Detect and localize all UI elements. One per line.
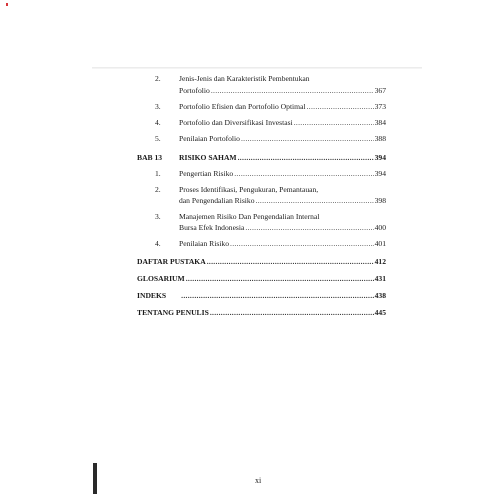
toc-entry-title: Pengertian Risiko — [179, 169, 234, 178]
toc-entry-title: Manajemen Risiko Dan Pengendalian Internal — [179, 212, 320, 221]
toc-entry-number: 4. — [155, 118, 161, 127]
toc-entry-number: 4. — [155, 239, 161, 248]
dot-leader — [245, 223, 373, 233]
section-title: TENTANG PENULIS — [137, 308, 209, 317]
toc-entry[interactable] — [179, 169, 386, 179]
chapter-label: BAB 13 — [137, 153, 163, 162]
dot-leader — [238, 153, 374, 163]
toc-entry-title: Portofolio Efisien dan Portofolio Optimal — [179, 102, 306, 111]
section-title: INDEKS — [137, 291, 167, 300]
toc-entry[interactable] — [179, 223, 386, 233]
toc-entry-title-cont: Bursa Efek Indonesia — [179, 223, 245, 232]
toc-entry-number: 5. — [155, 134, 161, 143]
dot-leader — [230, 239, 374, 249]
toc-entry-title: Penilaian Risiko — [179, 239, 229, 248]
toc-entry-title: Portofolio dan Diversifikasi Investasi — [179, 118, 293, 127]
toc-entry-title-cont: dan Pengendalian Risiko — [179, 196, 255, 205]
toc-entry-title: Proses Identifikasi, Pengukuran, Pemantauan, — [179, 185, 319, 194]
toc-section-entry[interactable] — [137, 308, 386, 318]
toc-entry[interactable] — [179, 86, 386, 96]
toc-chapter-entry[interactable] — [179, 153, 386, 163]
toc-entry-number: 3. — [155, 212, 161, 221]
toc-entry-page: 394 — [374, 153, 386, 162]
toc-entry-page: 388 — [374, 134, 386, 143]
toc-entry-page: 384 — [374, 118, 386, 127]
section-title: GLOSARIUM — [137, 274, 185, 283]
dot-leader — [211, 86, 374, 96]
toc-entry-title: Penilaian Portofolio — [179, 134, 240, 143]
dot-leader — [210, 308, 374, 318]
chapter-title: RISIKO SAHAM — [179, 153, 237, 162]
toc-entry-page: 412 — [374, 257, 386, 266]
toc-entry[interactable] — [179, 118, 386, 128]
toc-entry[interactable] — [179, 196, 386, 206]
dot-leader — [307, 102, 374, 112]
toc-entry-number: 3. — [155, 102, 161, 111]
dot-leader — [186, 274, 374, 284]
toc-section-entry[interactable] — [137, 274, 386, 284]
dot-leader — [181, 291, 373, 301]
toc-entry-number: 2. — [155, 74, 161, 83]
toc-entry-number: 2. — [155, 185, 161, 194]
toc-entry-page: 438 — [374, 291, 386, 300]
section-title: DAFTAR PUSTAKA — [137, 257, 206, 266]
page-number: xi — [255, 476, 262, 485]
dot-leader — [294, 118, 374, 128]
toc-entry-page: 394 — [374, 169, 386, 178]
toc-entry-page: 398 — [374, 196, 386, 205]
toc-entry-page: 373 — [374, 102, 386, 111]
dot-leader — [241, 134, 374, 144]
toc-entry-number: 1. — [155, 169, 161, 178]
toc-entry-page: 401 — [374, 239, 386, 248]
dot-leader — [207, 257, 374, 267]
dot-leader — [234, 169, 373, 179]
toc-entry-title-cont: Portofolio — [179, 86, 210, 95]
toc-entry-page: 445 — [374, 308, 386, 317]
toc-entry[interactable] — [179, 102, 386, 112]
toc-entry-page: 431 — [374, 274, 386, 283]
toc-entry[interactable] — [179, 134, 386, 144]
toc-entry-page: 400 — [374, 223, 386, 232]
dot-leader — [256, 196, 374, 206]
toc-entry[interactable] — [179, 239, 386, 249]
toc-entry-title: Jenis-Jenis dan Karakteristik Pembentukan — [179, 74, 310, 83]
toc-section-entry[interactable] — [137, 291, 386, 301]
toc-entry-page: 367 — [374, 86, 386, 95]
toc-section-entry[interactable] — [137, 257, 386, 267]
